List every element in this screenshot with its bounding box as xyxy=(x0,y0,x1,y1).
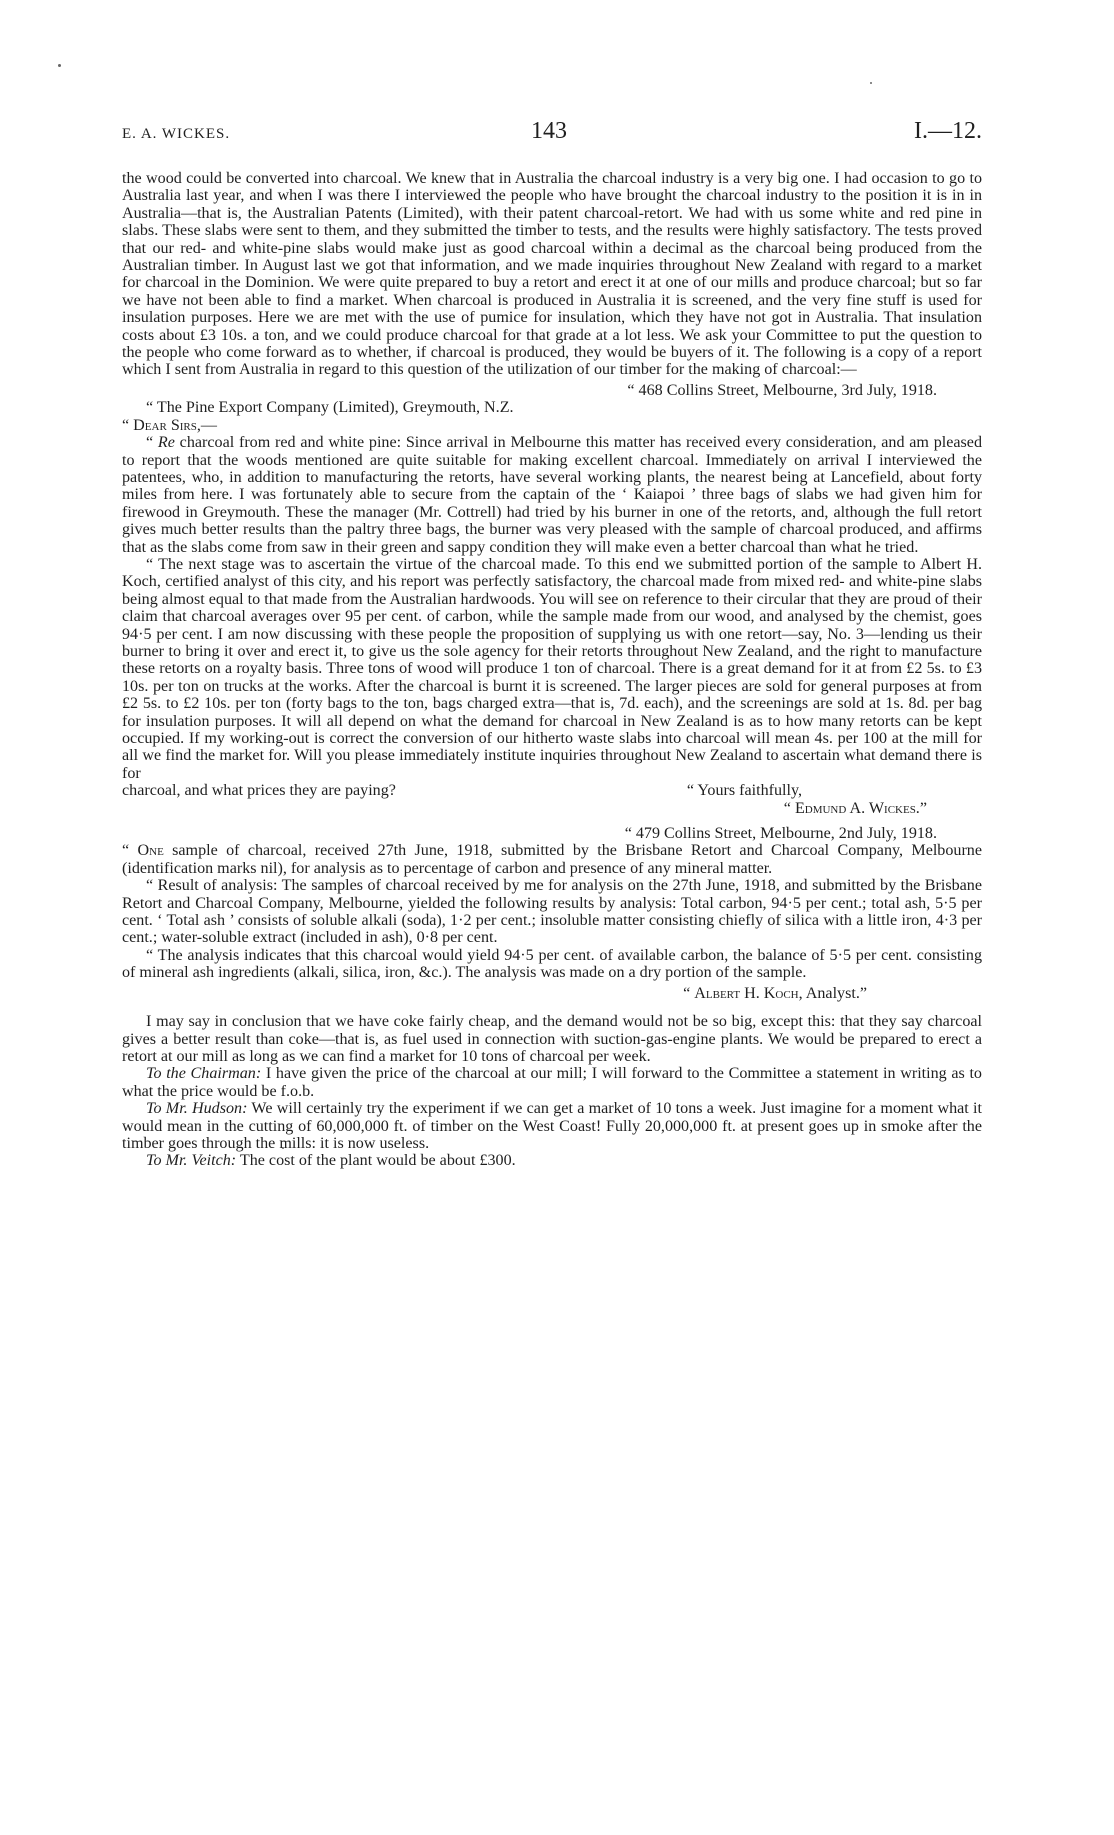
p3-last-line: charcoal, and what prices they are paying? xyxy=(122,782,396,800)
paragraph-veitch xyxy=(122,1152,982,1169)
sig1-name: Edmund A. Wickes. xyxy=(794,799,920,817)
paragraph-letter-2: “ The next stage was to ascertain the virtue of the charcoal made. To this end we submitted portion of the sample to Albert H. Koch, certified analyst of this city, and his report was perfectly satisfactory, the charcoal made from mixed red- and white-pine slabs being almost equal to that made from the Australian hardwoods. You will see on reference to their circular that they are proud of their claim that charcoal averages over 95 per cent. of carbon, while the sample made from our wood, and analysed by the chemist, goes 94·5 per cent. I am now discussing with these people the proposition of supplying us with one retort—say, No. 3—lending us their burner to bring it over and erect it, to give us the sole agency for their retorts throughout New Zealand, and the right to manufacture these retorts on a royalty basis. Three tons of wood will produce 1 ton of charcoal. There is a great demand for it at from £2 5s. to £3 10s. per ton on trucks at the works. After the charcoal is burnt it is screened. The larger pieces are sold for general purposes at from £2 5s. to £2 10s. per ton (forty bags to the ton, bags charged extra—that is, 7d. each), and the screenings are sold at 1s. 8d. per bag for insulation purposes. It will all depend on what the demand for charcoal in New Zealand is as to how many retorts can be kept occupied. If my working-out is correct the conversion of our hitherto waste slabs into charcoal will mean 4s. per 100 at the mill for all we find the market for. Will you please immediately institute inquiries throughout New Zealand to ascertain what demand there is for xyxy=(122,555,982,782)
p10-text: The cost of the plant would be about £300. xyxy=(236,1152,516,1170)
sig1-quote: “ xyxy=(783,799,795,817)
letter-salutation xyxy=(122,417,982,434)
p2-re: Re xyxy=(157,434,175,452)
p4-one: One xyxy=(137,842,164,860)
paragraph-intro: the wood could be converted into charcoal. We knew that in Australia the charcoal industry is a very big one. I had occasion to go to Australia last year, and when I was there I interviewed the people who have brought the charcoal industry to the position it is in in Australia—that is, the Australian Patents (Limited), with their patent charcoal-retort. We had with us some white and red pine in slabs. These slabs were sent to them, and they submitted the timber to tests, and the results were highly satisfactory. The tests proved that our red- and white-pine slabs would make just as good charcoal within a decimal as the charcoal being produced from the Australian timber. In August last we got that information, and we made inquiries throughout New Zealand with regard to a market for charcoal in the Dominion. We were quite prepared to buy a retort and erect it at one of our mills and produce charcoal; but so far we have not been able to find a market. When charcoal is produced in Australia it is screened, and the very fine stuff is used for insulation purposes. Here we are met with the use of pumice for insulation, which they have not got in Australia. That insulation costs about £3 10s. a ton, and we could produce charcoal for that grade at a lot less. We ask your Committee to put the question to the people who come forward as to whether, if charcoal is produced, they would be buyers of it. The following is a copy of a report which I sent from Australia in regard to this question of the utilization of our timber for the making of charcoal:— xyxy=(122,170,982,379)
signature-wickes xyxy=(122,800,982,817)
document-body xyxy=(122,170,982,1170)
p8-text: I have given the price of the charcoal at our mill; I will forward to the Committee a statement in writing as to what the price would be f.o.b. xyxy=(122,1065,982,1100)
sig1-close: ” xyxy=(919,799,927,817)
paragraph-chairman xyxy=(122,1065,982,1100)
paragraph-analysis: “ The analysis indicates that this charcoal would yield 94·5 per cent. of available carbon, the balance of 5·5 per cent. consisting of mineral ash ingredients (alkali, silica, iron, &c.). The analysis was made on a dry portion of the sample. xyxy=(122,946,982,982)
salutation-text: Dear Sirs,— xyxy=(133,416,218,434)
p2-quote: “ xyxy=(146,434,158,452)
p2-text: charcoal from red and white pine: Since arrival in Melbourne this matter has received every consideration, and am pleased to report that the woods mentioned are quite suitable for making excellent charcoal. Immediately on arrival I interviewed the patentees, who, in addition to manufacturing the retorts, have several working plants, the nearest being at Lancefield, about forty miles from here. I was fortunately able to secure from the captain of the ‘ Kaiapoi ’ three bags of slabs we had given him for firewood in Greymouth. These the manager (Mr. Cottrell) had tried by his burner in one of the retorts, and, although the full retort gives much better results than the paltry three bags, the burner was very pleased with the sample of charcoal produced, and affirms that as the slabs come from saw in their green and sappy condition they will make even a better charcoal than what he tried. xyxy=(122,434,982,556)
p10-label: To Mr. Veitch: xyxy=(146,1152,237,1170)
sig2-close: , Analyst.” xyxy=(798,984,867,1002)
scan-speck xyxy=(58,64,61,67)
p9-text: We will certainly try the experiment if we can get a market of 10 tons a week. Just imagine for a moment what it would mean in the cutting of 60,000,000 ft. of timber on the West Coast! Fully 20,000,000 ft. at present goes up in smoke after the timber goes through the mills: it is now useless. xyxy=(122,1100,982,1152)
scan-speck xyxy=(870,82,872,84)
signature-koch xyxy=(122,985,982,1002)
paragraph-conclusion: I may say in conclusion that we have coke fairly cheap, and the demand would not be so big, except this: that they say charcoal gives a better result than coke—that is, as fuel used in connection with suction-gas-engine plants. We would be prepared to erect a retort at our mill as long as we can find a market for 10 tons of charcoal per week. xyxy=(122,1013,982,1065)
page-number: 143 xyxy=(531,118,567,144)
header-witness-name: E. A. WICKES. xyxy=(122,126,231,142)
paragraph-hudson xyxy=(122,1100,982,1152)
document-reference: I.—12. xyxy=(914,118,982,144)
sig2-name: Albert H. Koch xyxy=(694,984,799,1002)
salutation-quote: “ xyxy=(122,416,134,434)
paragraph-sample xyxy=(122,842,982,877)
letter-closing-line xyxy=(122,782,982,799)
p8-label: To the Chairman: xyxy=(146,1065,262,1083)
p4-quote: “ xyxy=(122,842,138,860)
paragraph-letter-1 xyxy=(122,434,982,556)
letter-addressee: “ The Pine Export Company (Limited), Greymouth, N.Z. xyxy=(146,399,514,417)
letter-address-1: “ 468 Collins Street, Melbourne, 3rd July, 1918. xyxy=(627,381,937,399)
p9-label: To Mr. Hudson: xyxy=(146,1100,248,1118)
page-header xyxy=(122,116,982,150)
p4-text: sample of charcoal, received 27th June, 1918, submitted by the Brisbane Retort and Charcoal Company, Melbourne (identification marks nil), for analysis as to percentage of carbon and presence of any mineral matter. xyxy=(122,842,982,877)
sig2-quote: “ xyxy=(683,984,695,1002)
letter-closing: “ Yours faithfully, xyxy=(686,782,802,800)
paragraph-result: “ Result of analysis: The samples of charcoal received by me for analysis on the 27th June, 1918, and submitted by the Brisbane Retort and Charcoal Company, Melbourne, yielded the following results by analysis: Total carbon, 94·5 per cent.; total ash, 5·5 per cent. ‘ Total ash ’ consists of soluble alkali (soda), 1·2 per cent.; insoluble matter consisting chiefly of silica with a little iron, 4·3 per cent.; water-soluble extract (included in ash), 0·8 per cent. xyxy=(122,877,982,947)
letter-address-2: “ 479 Collins Street, Melbourne, 2nd July, 1918. xyxy=(624,825,937,843)
